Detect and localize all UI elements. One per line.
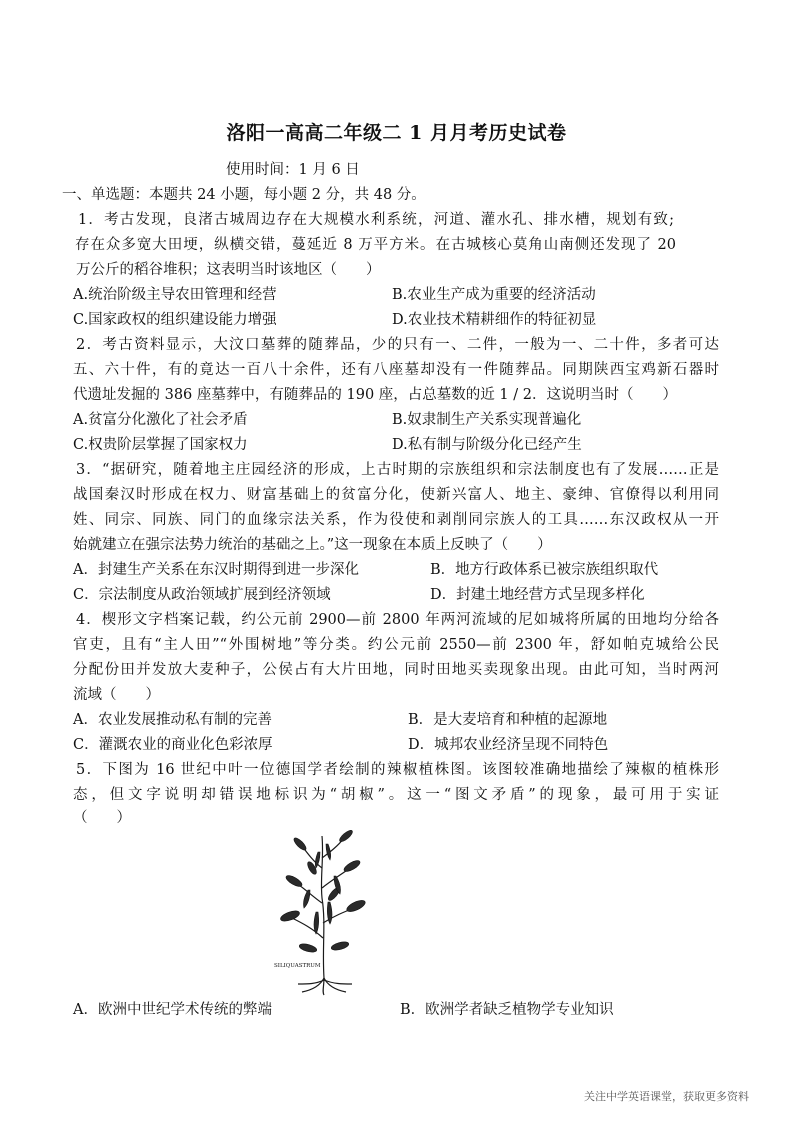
question-3-line-2: 战国秦汉时形成在权力、财富基础上的贫富分化，使新兴富人、地主、豪绅、官僚得以利用同 [73,487,719,503]
option-2b[interactable]: B.奴隶制生产关系实现普遍化 [392,412,582,428]
question-2-line-3: 代遗址发掘的 386 座墓葬中，有随葬品的 190 座，占总墓数的近 1 / 2．这说明当时（ ） [73,387,677,403]
option-1d[interactable]: D.农业技术精耕细作的特征初显 [392,312,597,328]
question-5-line-3: （ ） [73,810,131,826]
option-3c[interactable]: C．宗法制度从政治领域扩展到经济领域 [73,587,331,603]
question-4-line-4: 流域（ ） [73,687,160,703]
question-5-line-2: 态，但文字说明却错误地标识为“胡椒”。这一“图文矛盾”的现象，最可用于实证 [73,787,719,803]
question-2-line-1: 2．考古资料显示，大汶口墓葬的随葬品，少的只有一、二件，一般为一、二十件，多者可达 [76,337,719,353]
option-4a[interactable]: A．农业发展推动私有制的完善 [73,712,272,728]
option-4b[interactable]: B．是大麦培育和种植的起源地 [408,712,608,728]
option-1b[interactable]: B.农业生产成为重要的经济活动 [392,287,596,303]
chili-plant-illustration [272,828,372,996]
question-5-line-1: 5．下图为 16 世纪中叶一位德国学者绘制的辣椒植株图。该图较准确地描绘了辣椒的植株形 [76,762,719,778]
footer-note: 关注中学英语课堂，获取更多资料 [584,1090,749,1103]
option-2c[interactable]: C.权贵阶层掌握了国家权力 [73,437,248,453]
option-5b[interactable]: B．欧洲学者缺乏植物学专业知识 [400,1002,614,1018]
question-4-line-2: 官吏，且有“主人田”“外围树地”等分类。约公元前 2550—前 2300 年，舒如帕克城给公民 [73,637,719,653]
question-1-line-2: 存在众多宽大田埂，纵横交错，蔓延近 8 万平方米。在古城核心莫角山南侧还发现了 20 [75,237,676,253]
option-3d[interactable]: D．封建土地经营方式呈现多样化 [430,587,645,603]
figure-caption: SILIQUASTRUM [274,963,321,969]
option-2d[interactable]: D.私有制与阶级分化已经产生 [392,437,582,453]
question-2-line-2: 五、六十件，有的竟达一百八十余件，还有八座墓却没有一件随葬品。同期陕西宝鸡新石器时 [73,362,719,378]
question-4-line-1: 4．楔形文字档案记载，约公元前 2900—前 2800 年两河流域的尼如城将所属的田地均分给各 [76,612,719,628]
option-2a[interactable]: A.贫富分化激化了社会矛盾 [73,412,248,428]
question-3-line-1: 3．“据研究，随着地主庄园经济的形成，上古时期的宗族组织和宗法制度也有了发展……正是 [76,462,719,478]
question-4-line-3: 分配份田并发放大麦种子，公侯占有大片田地，同时田地买卖现象出现。由此可知，当时两河 [73,662,719,678]
question-1-line-1: 1．考古发现，良渚古城周边存在大规模水利系统，河道、灌水孔、排水槽，规划有致; [78,212,674,228]
question-3-line-4: 始就建立在强宗法势力统治的基础之上。”这一现象在本质上反映了（ ） [73,537,552,553]
page-title: 洛阳一高高二年级二 1 月月考历史试卷 [226,122,567,144]
option-1c[interactable]: C.国家政权的组织建设能力增强 [73,312,277,328]
option-5a[interactable]: A．欧洲中世纪学术传统的弊端 [73,1002,272,1018]
option-4c[interactable]: C．灌溉农业的商业化色彩浓厚 [73,737,273,753]
option-3a[interactable]: A．封建生产关系在东汉时期得到进一步深化 [73,562,359,578]
option-3b[interactable]: B．地方行政体系已被宗族组织取代 [430,562,659,578]
option-4d[interactable]: D．城邦农业经济呈现不同特色 [408,737,609,753]
question-3-line-3: 姓、同宗、同族、同门的血缘宗法关系，作为役使和剥削同宗族人的工具……东汉政权从一开 [73,512,719,528]
option-1a[interactable]: A.统治阶级主导农田管理和经营 [73,287,277,303]
section-heading: 一、单选题：本题共 24 小题，每小题 2 分，共 48 分。 [62,187,426,203]
date-line: 使用时间：1 月 6 日 [226,162,360,178]
question-1-line-3: 万公斤的稻谷堆积；这表明当时该地区（ ） [76,262,381,278]
